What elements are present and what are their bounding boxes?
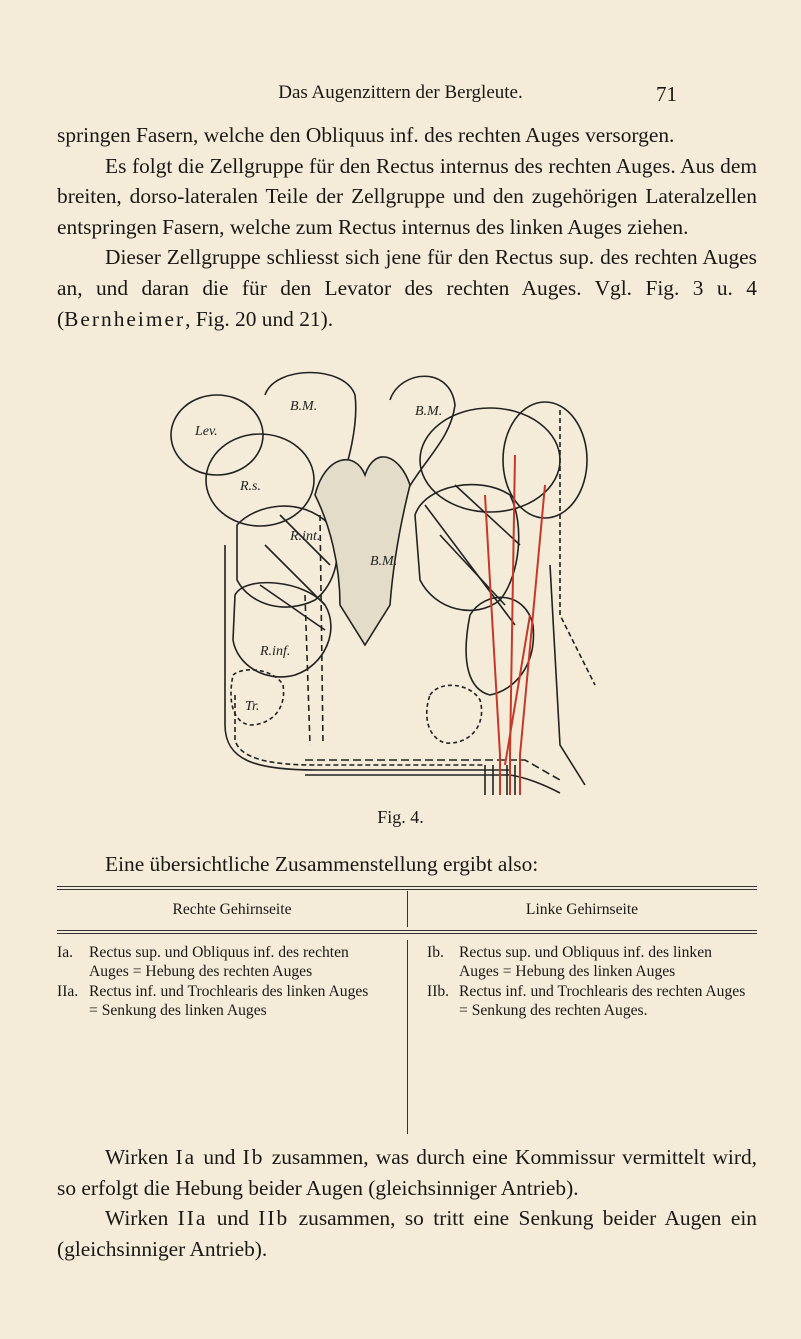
page-number: 71 [656, 82, 677, 106]
right-int-nucleus-outline [415, 485, 519, 611]
column-header-left-hemisphere: Linke Gehirnseite [525, 901, 639, 918]
group-key: IIb [258, 1206, 290, 1231]
paragraph [57, 1142, 757, 1203]
table-entry [57, 982, 377, 1021]
right-upper-nucleus-outline [420, 408, 560, 512]
table-top-rule [57, 886, 757, 890]
label-rinf: R.inf. [260, 644, 291, 659]
fiber-line [260, 585, 325, 630]
entry-text: Rectus sup. und Obliquus inf. des rechten Auges = Hebung des rechten Auges [89, 944, 349, 981]
label-lev: Lev. [195, 424, 218, 439]
table-entry [427, 982, 747, 1021]
paragraph-text: Dieser Zellgruppe schliesst sich jene für den Rectus sup. des rechten Auges an, und daran die für den Levator des rechten Auges. Vgl. Fig. 3 u. 4 ( [57, 245, 757, 331]
body-text-bottom [57, 1142, 757, 1264]
entry-text: Rectus sup. und Obliquus inf. des linken Auges = Hebung des linken Auges [459, 944, 712, 981]
paragraph: springen Fasern, welche den Obliquus inf. des rechten Auges versorgen. [57, 123, 675, 147]
paragraph-text: Wirken [105, 1206, 178, 1231]
right-root-line [560, 410, 595, 685]
fiber-line [425, 505, 515, 625]
paragraph: Es folgt die Zellgruppe für den Rectus internus des rechten Auges. Aus dem breiten, dorso-lateralen Teile der Zellgruppe und den zugehörigen Lateralzellen entspringen Fasern, welche zum Rectus internus des linken Auges ziehen. [57, 153, 757, 239]
paragraph-text: zusammen, so tritt eine Senkung beider Augen ein (gleichsinniger Antrieb). [57, 1206, 758, 1261]
root-line [305, 775, 560, 793]
fiber-line [265, 545, 325, 605]
paragraph-text: zusammen, was durch eine Kommissur vermittelt wird, so erfolgt die Hebung beider Augen (gleichsinniger Antrieb). [57, 1145, 758, 1200]
entry-text: Rectus inf. und Trochlearis des linken Auges = Senkung des linken Auges [89, 982, 369, 1019]
label-rint: R.int. [290, 529, 321, 544]
paragraph-text: und [207, 1206, 259, 1231]
entry-key: IIb. [427, 982, 450, 1000]
dashed-fiber [320, 515, 323, 745]
label-bm-left: B.M. [290, 399, 318, 414]
red-nerve-path [485, 495, 500, 795]
cell-left-hemisphere [427, 943, 747, 1020]
fiber-line [440, 535, 505, 605]
label-rs: R.s. [240, 479, 261, 494]
table-entry [57, 943, 377, 982]
body-text-top [57, 120, 757, 334]
paragraph-text: , Fig. 20 und 21). [185, 306, 334, 331]
entry-key: IIa. [57, 982, 79, 1000]
label-tr: Tr. [245, 699, 260, 714]
right-root-line [550, 565, 585, 785]
entry-text: Rectus inf. und Trochlearis des rechten Auges = Senkung des rechten Auges. [459, 982, 746, 1019]
table-entry [427, 943, 747, 982]
cell-right-hemisphere [57, 943, 377, 1020]
nerve-nuclei-diagram [165, 365, 603, 805]
group-key: Ia [175, 1145, 197, 1169]
trochlear-nucleus-outline [231, 670, 284, 725]
label-bm-center: B.M. [370, 554, 398, 569]
right-inf-nucleus-outline [466, 597, 533, 695]
group-key: IIa [177, 1206, 208, 1231]
entry-key: Ia. [57, 944, 74, 961]
group-key: Ib [242, 1145, 265, 1169]
red-nerve-path [520, 485, 545, 795]
entry-key: Ib. [427, 944, 444, 961]
label-bm-right: B.M. [415, 404, 443, 419]
column-header-right-hemisphere: Rechte Gehirnseite [172, 901, 292, 918]
table-intro: Eine übersichtliche Zusammenstellung ergibt also: [105, 852, 539, 876]
figure-caption: Fig. 4. [377, 807, 424, 827]
body-divider [407, 940, 408, 1134]
figure-4 [165, 365, 603, 805]
paragraph [57, 242, 757, 334]
right-tr-outline [427, 685, 482, 743]
running-head: Das Augenzittern der Bergleute. [278, 82, 523, 103]
header-divider [407, 891, 408, 927]
paragraph-text: Wirken [105, 1145, 176, 1169]
table-header-rule [57, 930, 757, 934]
paragraph-text: und [196, 1145, 243, 1169]
root-line [235, 695, 485, 765]
author-name: Bernheimer [64, 306, 186, 331]
paragraph [57, 1203, 757, 1264]
